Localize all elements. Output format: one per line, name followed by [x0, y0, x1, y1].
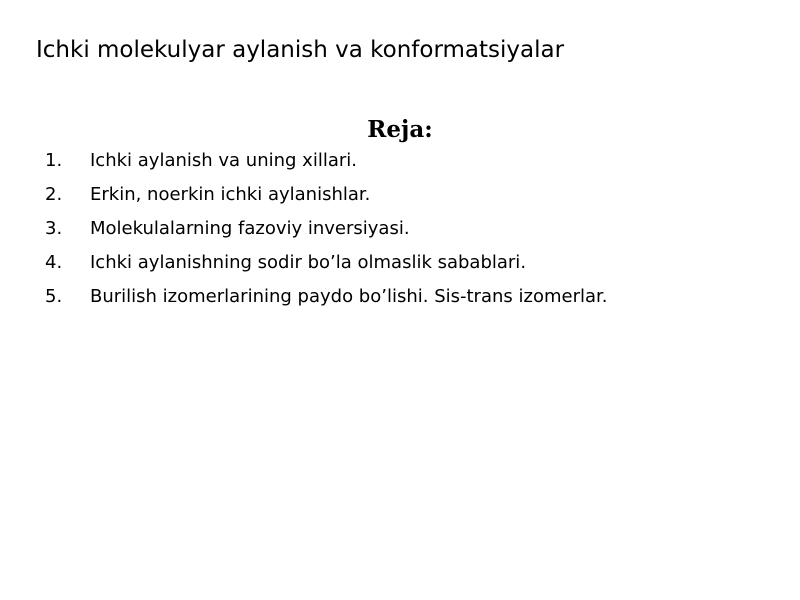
list-item-text: Ichki aylanish va uning xillari. [90, 150, 357, 171]
list-item-text: Ichki aylanishning sodir bo’la olmaslik sabablari. [90, 252, 527, 273]
slide-title: Ichki molekulyar aylanish va konformatsiyalar [36, 37, 565, 63]
list-item-number: 3. [45, 218, 63, 239]
list-item-number: 2. [45, 184, 63, 205]
list-item-number: 5. [45, 286, 63, 307]
list-item-number: 4. [45, 252, 63, 273]
list-item-text: Burilish izomerlarining paydo bo’lishi. Sis-trans izomerlar. [90, 286, 608, 307]
list-item-text: Molekulalarning fazoviy inversiyasi. [90, 218, 410, 239]
plan-heading: Reja: [367, 116, 433, 143]
list-item-number: 1. [45, 150, 63, 171]
list-item-text: Erkin, noerkin ichki aylanishlar. [90, 184, 371, 205]
